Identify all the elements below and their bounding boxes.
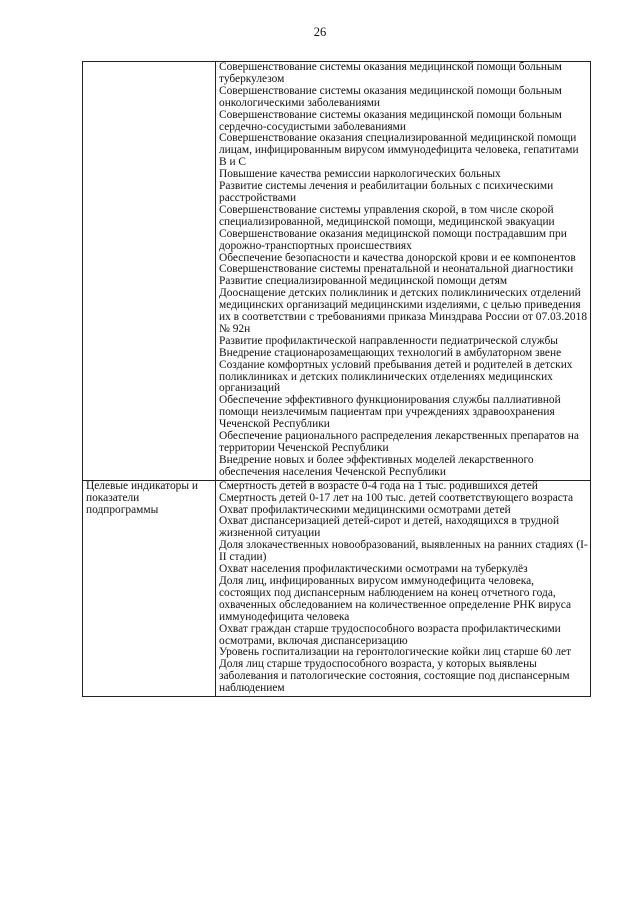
program-table-body (83, 62, 591, 697)
list-item: Охват диспансеризацией детей-сирот и детей, находящихся в трудной жизненной ситуации (219, 515, 560, 540)
program-table (82, 61, 591, 697)
row-items-cell (216, 62, 591, 481)
list-item: Внедрение новых и более эффективных моделей лекарственного обеспечения населения Чеченской Республики (219, 453, 534, 478)
list-item: Повышение качества ремиссии наркологических больных (219, 168, 501, 181)
list-item: Создание комфортных условий пребывания детей и родителей в детских поликлиниках и детских поликлинических отделениях медицинских организаций (219, 358, 573, 395)
list-item: Уровень госпитализации на геронтологические койки лиц старше 60 лет (219, 646, 572, 659)
list-item: Охват граждан старше трудоспособного возраста профилактическими осмотрами, включая диспансеризацию (219, 622, 561, 647)
list-item: Совершенствование оказания медицинской помощи пострадавшим при дорожно-транспортных происшествиях (219, 227, 567, 252)
row-label-cell (83, 62, 216, 481)
list-item: Развитие профилактической направленности педиатрической службы (219, 334, 558, 347)
list-item: Дооснащение детских поликлиник и детских поликлинических отделений медицинских организаций медицинскими изделиями, с целью приведения их в соответствии с требованиями приказа Минздрава России от 07.03.2018 № 92н (219, 287, 588, 335)
list-item: Смертность детей 0-17 лет на 100 тыс. детей соответствующего возраста (219, 491, 574, 504)
row-label: Целевые индикаторы и показатели подпрограммы (86, 479, 198, 516)
list-item: Совершенствование системы оказания медицинской помощи больным сердечно-сосудистыми заболеваниями (219, 108, 562, 133)
row-label-cell (83, 480, 216, 696)
list-item: Совершенствование системы оказания медицинской помощи больным онкологическими заболеваниями (219, 84, 562, 109)
list-item: Доля лиц, инфицированных вирусом иммунодефицита человека, состоящих под диспансерным наблюдением на конец отчетного года, охваченных обследованием на количественное определение РНК вируса иммунодефицита человека (219, 574, 572, 623)
list-item: Внедрение стационарозамещающих технологий в амбулаторном звене (219, 346, 562, 359)
list-item: Развитие специализированной медицинской помощи детям (219, 275, 508, 288)
list-item: Совершенствование системы пренатальной и неонатальной диагностики (219, 263, 574, 276)
list-item: Охват населения профилактическими осмотрами на туберкулёз (219, 563, 528, 576)
list-item: Обеспечение рационального распределения лекарственных препаратов на территории Чеченской Республики (219, 430, 579, 454)
list-item: Совершенствование системы оказания медицинской помощи больным туберкулезом (219, 61, 562, 85)
list-item: Доля лиц старше трудоспособного возраста, у которых выявлены заболевания и патологические состояния, состоящие под диспансерным наблюдением (219, 658, 570, 695)
row-items-cell (216, 480, 591, 696)
list-item: Совершенствование оказания специализированной медицинской помощи лицам, инфицированным вирусом иммунодефицита человека, гепатитами В и С (219, 132, 579, 169)
list-item: Совершенствование системы управления скорой, в том числе скорой специализированной, медицинской помощи, медицинской эвакуации (219, 203, 555, 228)
list-item: Обеспечение эффективного функционирования службы паллиативной помощи неизлечимым пациентам при учреждениях здравоохранения Чеченской Республики (219, 394, 561, 431)
table-row (83, 62, 591, 481)
list-item: Охват профилактическими медицинскими осмотрами детей (219, 503, 511, 516)
table-row (83, 480, 591, 696)
list-item: Развитие системы лечения и реабилитации больных с психическими расстройствами (219, 180, 554, 204)
page-number: 26 (313, 25, 327, 39)
list-item: Смертность детей в возрасте 0-4 года на 1 тыс. родившихся детей (219, 479, 538, 492)
list-item: Обеспечение безопасности и качества донорской крови и ее компонентов (219, 251, 576, 264)
list-item: Доля злокачественных новообразований, выявленных на ранних стадиях (I-II стадии) (219, 539, 588, 564)
